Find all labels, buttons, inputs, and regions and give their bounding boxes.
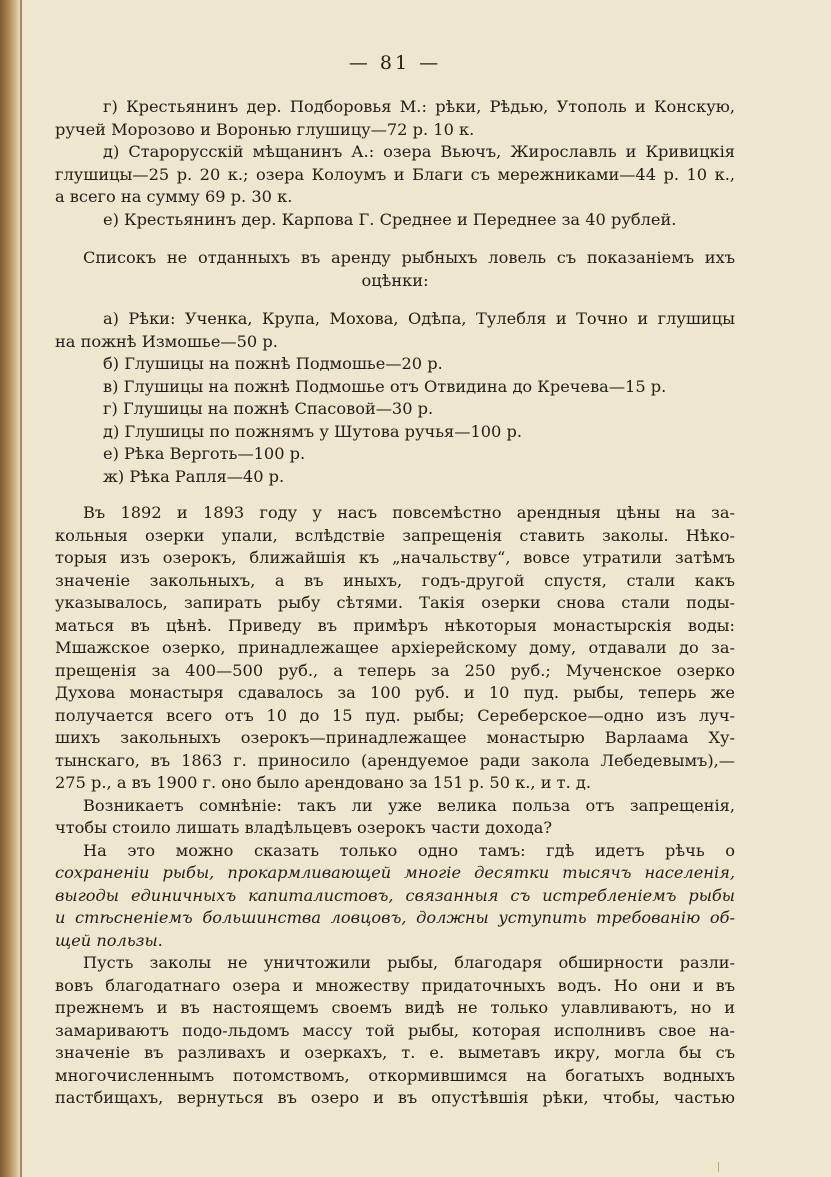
paragraph-line: прещенія за 400—500 руб., а теперь за 250 руб.; Мученское озерко [55,660,735,680]
paragraph-line: вовъ благодатнаго озера и множеству придаточныхъ водъ. Но они и въ [55,975,735,995]
list-item-e: е) Крестьянинъ дер. Карпова Г. Среднее и Переднее за 40 рублей. [103,209,677,229]
paragraph-line: Духова монастыря сдавалось за 100 руб. и 10 пуд. рыбы, теперь же [55,683,735,702]
page-number: — 81 — [348,52,442,74]
list-item-zh: ж) Рѣка Рапля—40 р. [103,466,285,486]
paragraph-line: замариваютъ подо-льдомъ массу той рыбы, которая исполнивъ свое на- [55,1020,735,1040]
paragraph-line: На это можно сказать только одно тамъ: гдѣ идетъ рѣчь о [83,840,735,860]
paragraph-line: торыя изъ озерокъ, ближайшія къ „начальству“, вовсе утратили затѣмъ [55,548,735,567]
paragraph-line: получается всего отъ 10 до 15 пуд. рыбы; Сереберское—одно изъ луч- [55,705,735,725]
paragraph-line: значеніе закольныхъ, а въ иныхъ, годъ-другой спустя, стали какъ [55,570,735,590]
paragraph-line: тынскаго, въ 1863 г. приносило (арендуемое ради закола Лебедевымъ),— [55,750,735,770]
list-item-d-line2: глушицы—25 р. 20 к.; озера Колоумъ и Благи съ мережниками—44 р. 10 к., [55,164,735,184]
list-item-d-line1: д) Старорусскій мѣщанинъ А.: озера Вьючъ, Жирославль и Кривицкія [103,142,735,161]
list-item-v: в) Глушицы на пожнѣ Подмошье отъ Отвидина до Кречева—15 р. [103,376,667,396]
paragraph-prices [55,502,735,795]
paragraph-question [55,795,735,840]
list-item-g-line2: ручей Морозово и Воронью глушицу—72 р. 10 к. [55,119,475,139]
page-edge-line [20,0,22,1177]
paragraph-line: Въ 1892 и 1893 году у насъ повсемѣстно арендныя цѣны на за- [83,503,735,522]
lessee-list [55,96,735,231]
paragraph-line: выгоды единичныхъ капиталистовъ, связанныя съ истребленіемъ рыбы [55,885,735,905]
unleased-list [55,308,735,488]
paragraph-zakoly [55,952,735,1110]
section-heading [55,247,735,292]
paragraph-line: сохраненіи рыбы, прокармливающей многіе десятки тысячъ населенія, [55,863,735,882]
paragraph-answer [55,840,735,953]
paragraph-line: пастбищахъ, вернуться въ озеро и въ опустѣвшія рѣки, чтобы, частью [55,1088,735,1107]
paragraph-line: Возникаетъ сомнѣніе: такъ ли уже велика польза отъ запрещенія, [83,795,735,815]
paragraph-line: значеніе въ разливахъ и озеркахъ, т. е. выметавъ икру, могла бы съ [55,1043,735,1062]
list-item-g-line1: г) Крестьянинъ дер. Подборовья М.: рѣки, Рѣдью, Утополь и Конскую, [103,97,735,116]
list-item-a-line2: на пожнѣ Измошье—50 р. [55,331,278,351]
list-item-b: б) Глушицы на пожнѣ Подмошье—20 р. [103,354,443,373]
paragraph-line: кольныя озерки упали, вслѣдствіе запрещенія ставить заколы. Нѣко- [55,525,735,545]
list-item-g: г) Глушицы на пожнѣ Спасовой—30 р. [103,399,434,418]
paragraph-line: шихъ закольныхъ озерокъ—принадлежащее монастырю Варлаама Ху- [55,728,735,747]
paragraph-line: чтобы стоило лишать владѣльцевъ озерокъ части дохода? [55,818,553,837]
paragraph-line: Мшажское озерко, принадлежащее архіерейскому дому, отдавали до за- [55,638,735,657]
list-item-e2: е) Рѣка Верготь—100 р. [103,444,306,463]
paragraph-line: прежнемъ и въ настоящемъ своемъ видѣ не только улавливаютъ, но и [55,998,735,1017]
paragraph-line: многочисленнымъ потомствомъ, откормившимся на богатыхъ водныхъ [55,1065,735,1085]
book-page [55,52,735,1110]
section-heading-line2: оцѣнки: [361,270,429,290]
list-item-d: д) Глушицы по пожнямъ у Шутова ручья—100 р. [103,421,523,441]
paragraph-line: и стѣсненіемъ большинства ловцовъ, должны уступить требованію об- [55,908,735,927]
list-item-d-line3: а всего на сумму 69 р. 30 к. [55,187,293,206]
section-heading-line1: Списокъ не отданныхъ въ аренду рыбныхъ ловель съ показаніемъ ихъ [83,248,735,267]
paragraph-line: 275 р., а въ 1900 г. оно было арендовано за 151 р. 50 к., и т. д. [55,773,591,792]
list-item-a-line1: а) Рѣки: Ученка, Крупа, Мохова, Одѣпа, Тулебля и Точно и глушицы [103,309,735,328]
paper-mark [718,1162,719,1172]
paragraph-line: щей пользы. [55,930,163,950]
paragraph-line: маться въ цѣнѣ. Приведу въ примѣръ нѣкоторыя монастырскія воды: [55,615,735,635]
book-spine-shadow [0,0,20,1177]
paragraph-line: указывалось, запирать рыбу сѣтями. Такія озерки снова стали поды- [55,593,735,612]
paragraph-line: Пусть заколы не уничтожили рыбы, благодаря обширности разли- [83,953,735,972]
